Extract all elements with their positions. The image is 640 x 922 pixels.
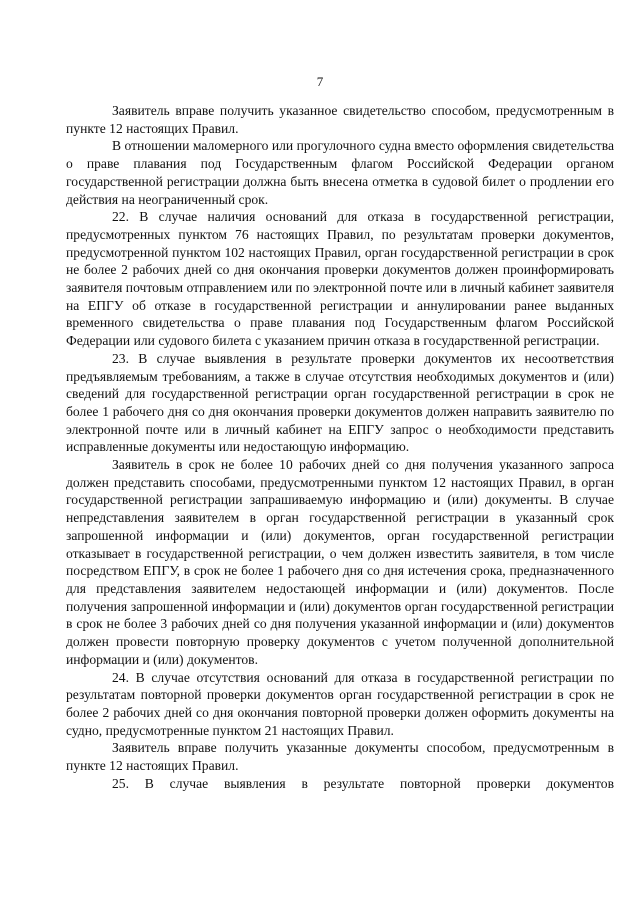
page-number: 7 — [316, 74, 324, 89]
paragraph-item-23: 23. В случае выявления в результате проверки документов их несоответствия предъявляемым требованиям, а также в случае отсутствия необходимых документов и (или) сведений для государственной регистрации орган государственной регистрации в срок не более 1 рабочего дня со дня окончания проверки документов должен направить заявителю по электронной почте или в личный кабинет на ЕПГУ запрос о необходимости представить исправленные документы или недостающую информацию. — [66, 350, 614, 455]
paragraph-item-22: 22. В случае наличия оснований для отказа в государственной регистрации, предусмотренных пунктом 76 настоящих Правил, по результатам проверки документов, предусмотренной пунктом 102 настоящих Правил, орган государственной регистрации в срок не более 2 рабочих дней со дня окончания проверки документов должен проинформировать заявителя почтовым отправлением или по электронной почте или в личный кабинет заявителя на ЕПГУ об отказе в государственной регистрации и аннулировании ранее выданных временного свидетельства о праве плавания под Государственным флагом Российской Федерации или судового билета с указанием причин отказа в государственной регистрации. — [66, 209, 614, 349]
paragraph: Заявитель вправе получить указанное свидетельство способом, предусмотренным в пункте 12 настоящих Правил. — [66, 103, 614, 136]
paragraph-item-24: 24. В случае отсутствия оснований для отказа в государственной регистрации по результатам повторной проверки документов орган государственной регистрации в срок не более 2 рабочих дней со дня окончания повторной проверки должен оформить документы на судно, предусмотренные пунктом 21 настоящих Правил. — [66, 669, 614, 738]
document-body — [66, 102, 614, 792]
paragraph: Заявитель вправе получить указанные документы способом, предусмотренным в пункте 12 настоящих Правил. — [66, 740, 614, 774]
paragraph: В отношении маломерного или прогулочного судна вместо оформления свидетельства о праве плавания под Государственным флагом Российской Федерации органом государственной регистрации должна быть внесена отметка в судовой билет о продлении его действия на неограниченный срок. — [66, 138, 614, 207]
paragraph-item-25: 25. В случае выявления в результате повторной проверки документов — [112, 775, 614, 791]
paragraph: Заявитель в срок не более 10 рабочих дней со дня получения указанного запроса должен представить способами, предусмотренными пунктом 12 настоящих Правил, в орган государственной регистрации запрашиваемую информацию и (или) документы. В случае непредставления заявителем в орган государственной регистрации в указанный срок запрошенной информации и (или) документов, орган государственной регистрации отказывает в государственной регистрации, о чем должен известить заявителя, в том числе посредством ЕПГУ, в срок не более 1 рабочего дня со дня истечения срока, предназначенного для представления заявителем недостающей информации и (или) документов. После получения запрошенной информации и (или) документов орган государственной регистрации в срок не более 3 рабочих дней со дня получения указанной информации и (или) документов должен провести повторную проверку документов с учетом полученной дополнительной информации и (или) документов. — [66, 457, 614, 667]
